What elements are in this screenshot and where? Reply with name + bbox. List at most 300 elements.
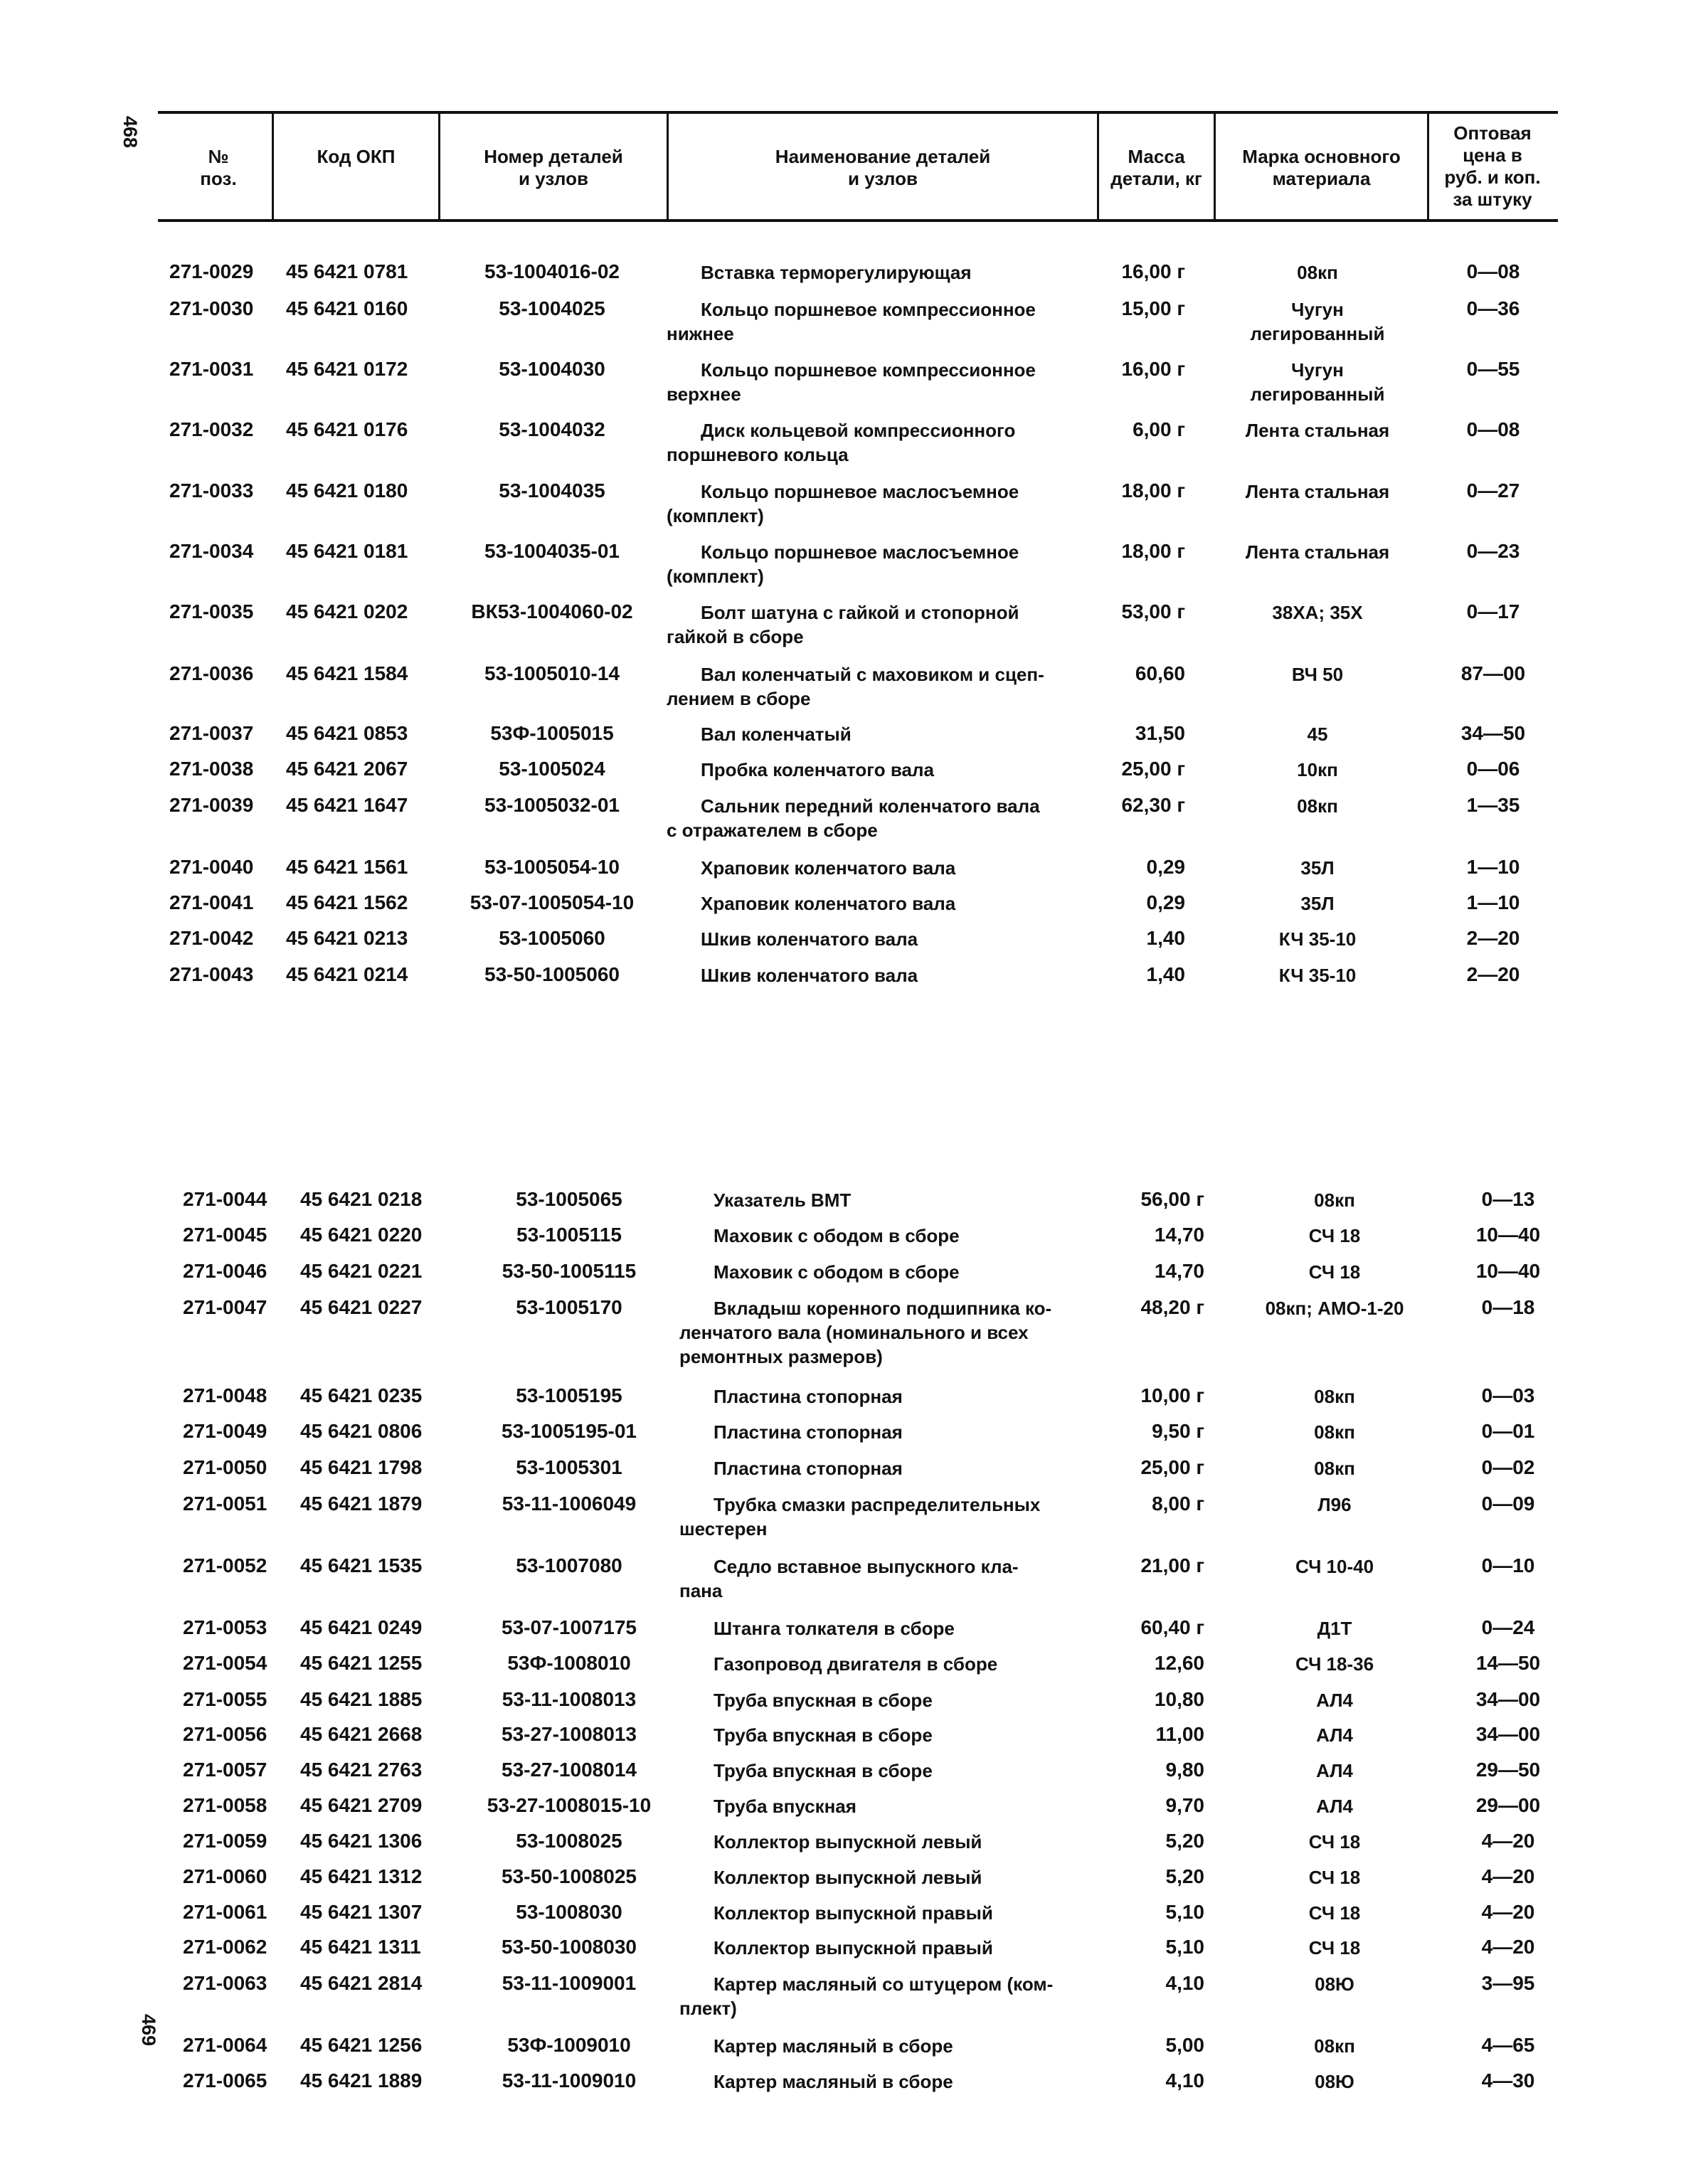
cell-price: 0—17: [1466, 600, 1520, 622]
material-line: СЧ 18-36: [1295, 1653, 1374, 1675]
cell-mass: 62,30 г: [1121, 794, 1185, 816]
table-row: [0, 1652, 1681, 1676]
cell-okp: 45 6421 1584: [286, 662, 408, 684]
cell-mass: 60,40 г: [1140, 1616, 1204, 1638]
cell-mass: 5,10: [1165, 1936, 1204, 1958]
header-pos: № поз.: [200, 146, 237, 189]
cell-pos: 271-0050: [183, 1456, 267, 1478]
cell-material: [1228, 1420, 1441, 1444]
material-line: 08кп: [1314, 1421, 1355, 1443]
cell-mass: 16,00 г: [1121, 260, 1185, 282]
cell-pos: 271-0057: [183, 1759, 267, 1781]
cell-pos: 271-0044: [183, 1188, 267, 1210]
cell-mass: 31,50: [1135, 722, 1185, 744]
cell-mass: 12,60: [1154, 1652, 1204, 1674]
cell-mass: 4,10: [1165, 2069, 1204, 2092]
cell-material: [1228, 1830, 1441, 1854]
cell-part-no: 53-1005065: [516, 1188, 622, 1210]
cell-okp: 45 6421 1562: [286, 891, 408, 913]
table-row: [0, 260, 1681, 285]
cell-price: 34—00: [1475, 1688, 1541, 1710]
cell-mass: 9,70: [1165, 1794, 1204, 1816]
cell-price: 2—20: [1466, 927, 1520, 949]
cell-part-no: 53-1007080: [516, 1554, 622, 1576]
cell-pos: 271-0054: [183, 1652, 267, 1674]
table-row: [0, 540, 1681, 587]
cell-name: [679, 1296, 1106, 1369]
material-line: КЧ 35-10: [1278, 928, 1357, 950]
table-row: [0, 1723, 1681, 1747]
name-line: Маховик с ободом в сборе: [714, 1261, 960, 1283]
cell-part-no: 53-50-1005060: [484, 963, 620, 985]
header-material: Марка основного материала: [1242, 146, 1401, 189]
cell-okp: 45 6421 0249: [300, 1616, 423, 1638]
cell-name: [667, 722, 1093, 746]
cell-price: 1—10: [1466, 856, 1520, 878]
cell-pos: 271-0033: [169, 479, 254, 502]
cell-pos: 271-0052: [183, 1554, 267, 1576]
cell-part-no: 53-50-1005115: [502, 1260, 637, 1282]
material-line: Лента стальная: [1245, 481, 1390, 502]
cell-price: 34—00: [1475, 1723, 1541, 1745]
table-row: [0, 1794, 1681, 1818]
cell-price: 0—02: [1481, 1456, 1535, 1478]
material-line: АЛ4: [1316, 1724, 1353, 1746]
table-row: [0, 2069, 1681, 2094]
name-line: Картер масляный в сборе: [714, 2071, 953, 2092]
name-line: Коллектор выпускной левый: [714, 1867, 982, 1888]
name-line: Диск кольцевой компрессионного: [701, 420, 1016, 441]
name-line: Храповик коленчатого вала: [701, 893, 956, 914]
material-line: АЛ4: [1316, 1796, 1353, 1817]
cell-material: [1211, 600, 1424, 625]
cell-okp: 45 6421 2709: [300, 1794, 423, 1816]
cell-name: [667, 479, 1093, 528]
cell-okp: 45 6421 0202: [286, 600, 408, 622]
material-line: Л96: [1317, 1494, 1352, 1515]
cell-mass: 21,00 г: [1140, 1554, 1204, 1576]
cell-part-no: 53-1005301: [516, 1456, 622, 1478]
cell-mass: 0,29: [1146, 891, 1185, 913]
cell-okp: 45 6421 1307: [300, 1901, 423, 1923]
cell-price: 0—03: [1481, 1384, 1535, 1406]
material-line: 08кп: [1314, 1189, 1355, 1211]
cell-material: [1211, 662, 1424, 687]
material-line: Лента стальная: [1245, 420, 1390, 441]
cell-material: [1228, 1688, 1441, 1712]
cell-mass: 1,40: [1146, 963, 1185, 985]
material-line: КЧ 35-10: [1278, 965, 1357, 986]
table-row: [0, 1493, 1681, 1539]
cell-material: [1228, 1188, 1441, 1212]
cell-okp: 45 6421 1311: [300, 1936, 421, 1958]
cell-pos: 271-0037: [169, 722, 254, 744]
cell-part-no: 53-1004035-01: [484, 540, 620, 562]
table-row: [0, 1936, 1681, 1960]
cell-name: [679, 1260, 1106, 1284]
cell-material: [1228, 1901, 1441, 1925]
cell-material: [1211, 927, 1424, 951]
cell-price: 0—10: [1481, 1554, 1535, 1576]
cell-material: [1211, 479, 1424, 504]
cell-pos: 271-0062: [183, 1936, 267, 1958]
material-line: 38ХА; 35Х: [1272, 602, 1363, 623]
cell-part-no: 53-1005054-10: [484, 856, 620, 878]
cell-part-no: 53-1004030: [499, 358, 605, 380]
table-row: [0, 1420, 1681, 1444]
cell-okp: 45 6421 0235: [300, 1384, 423, 1406]
cell-mass: 5,20: [1165, 1865, 1204, 1887]
name-line: Газопровод двигателя в сборе: [714, 1653, 998, 1675]
cell-material: [1228, 1723, 1441, 1747]
cell-mass: 1,40: [1146, 927, 1185, 949]
cell-name: [679, 1865, 1106, 1889]
table-row: [0, 927, 1681, 951]
cell-name: [667, 662, 1093, 711]
cell-okp: 45 6421 1879: [300, 1493, 423, 1515]
cell-material: [1228, 1384, 1441, 1409]
cell-material: [1228, 1296, 1441, 1320]
name-line: Труба впускная в сборе: [714, 1690, 933, 1711]
cell-material: [1228, 1794, 1441, 1818]
page-number-top: 468: [120, 115, 142, 149]
name-line: Коллектор выпускной правый: [714, 1937, 993, 1958]
cell-pos: 271-0038: [169, 758, 254, 780]
cell-mass: 18,00 г: [1121, 540, 1185, 562]
table-row: [0, 963, 1681, 987]
cell-mass: 9,50 г: [1152, 1420, 1204, 1442]
cell-okp: 45 6421 1889: [300, 2069, 423, 2092]
cell-name: [667, 260, 1093, 285]
cell-okp: 45 6421 2668: [300, 1723, 423, 1745]
material-line: 45: [1307, 723, 1328, 745]
cell-mass: 10,00 г: [1140, 1384, 1204, 1406]
name-line: Храповик коленчатого вала: [701, 857, 956, 879]
cell-name: [667, 927, 1093, 951]
cell-part-no: 53-27-1008014: [502, 1759, 637, 1781]
cell-name: [679, 1830, 1106, 1854]
material-line: Чугун: [1291, 359, 1344, 381]
cell-name: [679, 1901, 1106, 1925]
cell-part-no: 53-50-1008030: [502, 1936, 637, 1958]
name-line: Кольцо поршневое маслосъемное: [701, 481, 1019, 502]
material-line: 10кп: [1297, 759, 1338, 780]
cell-price: 4—20: [1481, 1936, 1535, 1958]
name-line: Шкив коленчатого вала: [701, 965, 918, 986]
cell-material: [1211, 963, 1424, 987]
cell-part-no: 53-1005024: [499, 758, 605, 780]
material-line: 08кп: [1314, 1386, 1355, 1407]
cell-name: [679, 1420, 1106, 1444]
cell-part-no: 53-11-1009010: [502, 2069, 637, 2092]
cell-price: 0—01: [1481, 1420, 1535, 1442]
cell-mass: 5,00: [1165, 2034, 1204, 2056]
cell-okp: 45 6421 0160: [286, 297, 408, 319]
table-row: [0, 758, 1681, 782]
cell-material: [1211, 358, 1424, 406]
cell-material: [1228, 2034, 1441, 2058]
cell-material: [1211, 722, 1424, 746]
name-line: нижнее: [667, 323, 734, 344]
cell-part-no: 53-1005115: [516, 1224, 622, 1246]
cell-part-no: 53-11-1009001: [502, 1972, 637, 1994]
cell-okp: 45 6421 1798: [300, 1456, 423, 1478]
cell-name: [667, 856, 1093, 880]
table-row: [0, 1456, 1681, 1480]
material-line: 08кп: [1314, 1458, 1355, 1479]
cell-name: [667, 358, 1093, 406]
cell-part-no: 53-1005032-01: [484, 794, 620, 816]
cell-okp: 45 6421 1561: [286, 856, 408, 878]
material-line: 08кп: [1297, 262, 1338, 283]
cell-mass: 4,10: [1165, 1972, 1204, 1994]
cell-material: [1228, 1456, 1441, 1480]
table-row: [0, 1830, 1681, 1854]
cell-name: [667, 418, 1093, 467]
table-row: [0, 1688, 1681, 1712]
cell-okp: 45 6421 0781: [286, 260, 408, 282]
cell-price: 0—36: [1466, 297, 1520, 319]
cell-part-no: 53-11-1008013: [502, 1688, 637, 1710]
name-line: (комплект): [667, 566, 764, 587]
cell-part-no: 53-1005195-01: [502, 1420, 637, 1442]
table-row: [0, 600, 1681, 647]
cell-material: [1228, 1759, 1441, 1783]
cell-price: 4—20: [1481, 1830, 1535, 1852]
cell-pos: 271-0061: [183, 1901, 267, 1923]
header-part-no: Номер деталей и узлов: [484, 146, 623, 189]
table-row: [0, 1224, 1681, 1248]
name-line: Труба впускная в сборе: [714, 1760, 933, 1781]
cell-part-no: 53-1005060: [499, 927, 605, 949]
name-line: Коллектор выпускной правый: [714, 1902, 993, 1924]
name-line: Вкладыш коренного подшипника ко-: [714, 1298, 1052, 1319]
table-row: [0, 358, 1681, 405]
cell-pos: 271-0060: [183, 1865, 267, 1887]
cell-name: [679, 1188, 1106, 1212]
cell-okp: 45 6421 0213: [286, 927, 408, 949]
cell-name: [679, 1224, 1106, 1248]
cell-pos: 271-0047: [183, 1296, 267, 1318]
cell-name: [679, 1794, 1106, 1818]
name-line: Кольцо поршневое компрессионное: [701, 299, 1036, 320]
material-line: Чугун: [1291, 299, 1344, 320]
cell-pos: 271-0031: [169, 358, 254, 380]
cell-okp: 45 6421 0218: [300, 1188, 423, 1210]
cell-name: [679, 1972, 1106, 2020]
material-line: СЧ 18: [1308, 1902, 1361, 1924]
cell-name: [667, 297, 1093, 346]
cell-pos: 271-0043: [169, 963, 254, 985]
name-line: Пластина стопорная: [714, 1421, 903, 1443]
name-line: Вал коленчатый: [701, 723, 852, 745]
cell-name: [679, 1384, 1106, 1409]
cell-okp: 45 6421 1312: [300, 1865, 423, 1887]
cell-part-no: 53-27-1008015-10: [487, 1794, 652, 1816]
header-mass: Масса детали, кг: [1110, 146, 1202, 189]
cell-pos: 271-0032: [169, 418, 254, 440]
cell-name: [679, 1936, 1106, 1960]
cell-price: 34—50: [1460, 722, 1526, 744]
header-top-rule: [158, 111, 1558, 114]
name-line: Труба впускная: [714, 1796, 857, 1817]
cell-pos: 271-0042: [169, 927, 254, 949]
cell-okp: 45 6421 0227: [300, 1296, 423, 1318]
cell-price: 0—08: [1466, 260, 1520, 282]
material-line: СЧ 18: [1308, 1831, 1361, 1852]
cell-okp: 45 6421 1647: [286, 794, 408, 816]
table-row: [0, 479, 1681, 526]
cell-part-no: 53-27-1008013: [502, 1723, 637, 1745]
table-row: [0, 1901, 1681, 1925]
cell-mass: 9,80: [1165, 1759, 1204, 1781]
cell-part-no: 53-1008030: [516, 1901, 622, 1923]
cell-material: [1228, 1616, 1441, 1640]
page-number-bottom: 469: [138, 2013, 160, 2047]
cell-material: [1228, 1652, 1441, 1676]
material-line: Д1Т: [1317, 1618, 1352, 1639]
cell-mass: 60,60: [1135, 662, 1185, 684]
cell-price: 4—30: [1481, 2069, 1535, 2092]
name-line: поршневого кольца: [667, 444, 849, 465]
cell-pos: 271-0064: [183, 2034, 267, 2056]
name-line: Труба впускная в сборе: [714, 1724, 933, 1746]
cell-okp: 45 6421 0220: [300, 1224, 423, 1246]
cell-mass: 5,20: [1165, 1830, 1204, 1852]
name-line: верхнее: [667, 383, 741, 405]
header-okp: Код ОКП: [317, 146, 396, 167]
cell-mass: 14,70: [1154, 1224, 1204, 1246]
cell-pos: 271-0058: [183, 1794, 267, 1816]
name-line: Картер масляный в сборе: [714, 2035, 953, 2057]
cell-part-no: ВК53-1004060-02: [471, 600, 633, 622]
cell-price: 4—20: [1481, 1901, 1535, 1923]
cell-name: [679, 1493, 1106, 1541]
cell-material: [1228, 1260, 1441, 1284]
cell-price: 10—40: [1475, 1224, 1541, 1246]
table-row: [0, 1616, 1681, 1640]
cell-price: 14—50: [1475, 1652, 1541, 1674]
cell-mass: 0,29: [1146, 856, 1185, 878]
table-row: [0, 891, 1681, 916]
name-line: Вставка терморегулирующая: [701, 262, 972, 283]
name-line: ремонтных размеров): [679, 1346, 883, 1367]
cell-pos: 271-0065: [183, 2069, 267, 2092]
cell-part-no: 53-1004035: [499, 479, 605, 502]
table-row: [0, 1384, 1681, 1409]
cell-mass: 25,00 г: [1121, 758, 1185, 780]
cell-okp: 45 6421 1535: [300, 1554, 423, 1576]
cell-price: 0—09: [1481, 1493, 1535, 1515]
cell-pos: 271-0056: [183, 1723, 267, 1745]
cell-material: [1211, 794, 1424, 818]
header-name: Наименование деталей и узлов: [775, 146, 991, 189]
cell-part-no: 53-50-1008025: [502, 1865, 637, 1887]
cell-mass: 48,20 г: [1140, 1296, 1204, 1318]
cell-price: 4—65: [1481, 2034, 1535, 2056]
name-line: Шкив коленчатого вала: [701, 928, 918, 950]
name-line: плект): [679, 1998, 737, 2019]
cell-okp: 45 6421 1885: [300, 1688, 423, 1710]
cell-part-no: 53-1004016-02: [484, 260, 620, 282]
cell-okp: 45 6421 0176: [286, 418, 408, 440]
table-row: [0, 2034, 1681, 2058]
name-line: (комплект): [667, 505, 764, 526]
cell-pos: 271-0063: [183, 1972, 267, 1994]
cell-price: 29—50: [1475, 1759, 1541, 1781]
cell-material: [1211, 260, 1424, 285]
cell-material: [1211, 418, 1424, 442]
cell-okp: 45 6421 2763: [300, 1759, 423, 1781]
material-line: СЧ 18: [1308, 1867, 1361, 1888]
cell-mass: 10,80: [1154, 1688, 1204, 1710]
cell-price: 0—55: [1466, 358, 1520, 380]
cell-mass: 56,00 г: [1140, 1188, 1204, 1210]
name-line: Картер масляный со штуцером (ком-: [714, 1973, 1054, 1995]
table-row: [0, 297, 1681, 344]
name-line: Вал коленчатый с маховиком и сцеп-: [701, 664, 1044, 685]
cell-part-no: 53-1008025: [516, 1830, 622, 1852]
cell-material: [1211, 856, 1424, 880]
cell-okp: 45 6421 2814: [300, 1972, 423, 1994]
cell-price: 1—35: [1466, 794, 1520, 816]
name-line: гайкой в сборе: [667, 626, 804, 647]
cell-price: 87—00: [1460, 662, 1526, 684]
cell-material: [1228, 1493, 1441, 1517]
cell-name: [679, 1723, 1106, 1747]
cell-okp: 45 6421 0181: [286, 540, 408, 562]
cell-price: 0—27: [1466, 479, 1520, 502]
cell-part-no: 53-11-1006049: [502, 1493, 637, 1515]
cell-name: [679, 1688, 1106, 1712]
cell-pos: 271-0040: [169, 856, 254, 878]
material-line: СЧ 18: [1308, 1261, 1361, 1283]
cell-price: 4—20: [1481, 1865, 1535, 1887]
table-row: [0, 1554, 1681, 1601]
cell-okp: 45 6421 1255: [300, 1652, 423, 1674]
cell-price: 2—20: [1466, 963, 1520, 985]
material-line: легированный: [1250, 323, 1385, 344]
cell-pos: 271-0035: [169, 600, 254, 622]
cell-name: [679, 1616, 1106, 1640]
cell-pos: 271-0046: [183, 1260, 267, 1282]
cell-pos: 271-0039: [169, 794, 254, 816]
name-line: шестерен: [679, 1518, 768, 1539]
cell-okp: 45 6421 2067: [286, 758, 408, 780]
cell-name: [667, 600, 1093, 649]
material-line: Лента стальная: [1245, 541, 1390, 563]
cell-mass: 16,00 г: [1121, 358, 1185, 380]
cell-pos: 271-0030: [169, 297, 254, 319]
cell-material: [1228, 2069, 1441, 2094]
cell-price: 10—40: [1475, 1260, 1541, 1282]
cell-material: [1211, 891, 1424, 916]
cell-material: [1211, 758, 1424, 782]
name-line: Указатель ВМТ: [714, 1189, 852, 1211]
name-line: Коллектор выпускной левый: [714, 1831, 982, 1852]
cell-mass: 25,00 г: [1140, 1456, 1204, 1478]
cell-material: [1228, 1972, 1441, 1996]
cell-pos: 271-0059: [183, 1830, 267, 1852]
cell-material: [1228, 1936, 1441, 1960]
name-line: Пробка коленчатого вала: [701, 759, 934, 780]
name-line: лением в сборе: [667, 688, 811, 709]
cell-material: [1228, 1554, 1441, 1579]
name-line: с отражателем в сборе: [667, 820, 878, 841]
table-row: [0, 1260, 1681, 1284]
cell-name: [679, 1759, 1106, 1783]
header-bottom-rule: [158, 219, 1558, 222]
